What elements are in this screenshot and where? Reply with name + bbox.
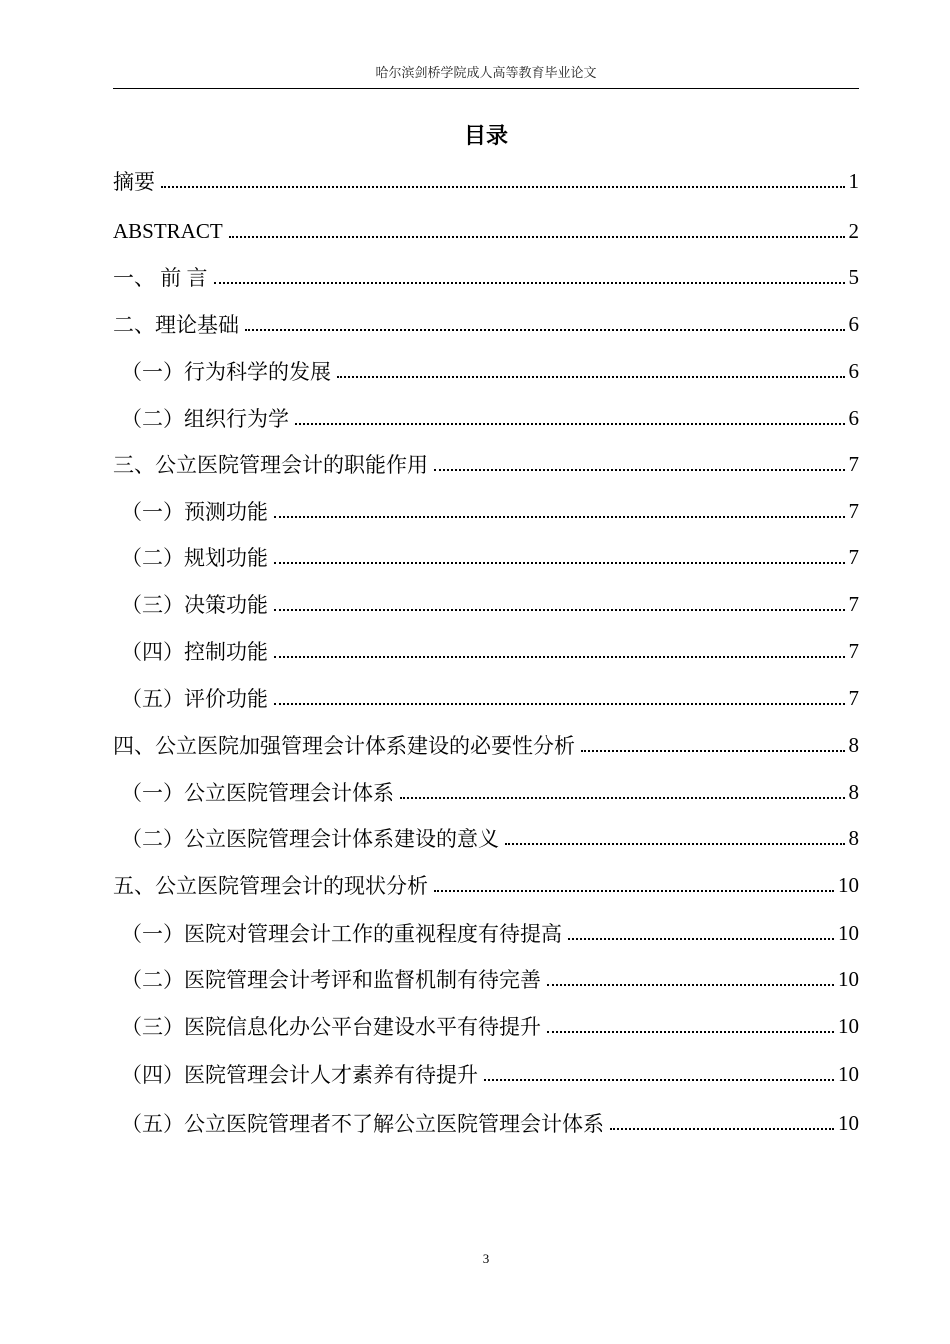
toc-entry-page: 5 xyxy=(848,264,859,289)
toc-entry-page: 7 xyxy=(848,685,859,710)
toc-dot-leader xyxy=(274,562,845,564)
toc-dot-leader xyxy=(484,1079,834,1081)
toc-entry-page: 8 xyxy=(848,779,859,804)
toc-dot-leader xyxy=(547,984,834,986)
toc-entry-label: （一）预测功能 xyxy=(121,500,268,524)
toc-entry-label: （一）公立医院管理会计体系 xyxy=(121,781,394,805)
toc-entry[interactable] xyxy=(113,682,859,714)
toc-entry-label: 二、理论基础 xyxy=(113,313,239,337)
toc-entry-page: 10 xyxy=(838,920,859,945)
toc-entry-label: （二）医院管理会计考评和监督机制有待完善 xyxy=(121,968,541,992)
toc-entry[interactable] xyxy=(113,261,859,293)
toc-entry-page: 7 xyxy=(848,451,859,476)
toc-entry-page: 8 xyxy=(848,825,859,850)
toc-entry-label: 一、 前 言 xyxy=(113,266,208,290)
toc-entry-page: 10 xyxy=(838,1110,859,1135)
toc-entry-page: 10 xyxy=(838,1013,859,1038)
toc-title: 目录 xyxy=(463,124,508,149)
toc-entry-page: 7 xyxy=(848,498,859,523)
toc-dot-leader xyxy=(547,1031,834,1033)
toc-entry[interactable] xyxy=(113,635,859,667)
toc-entry-label: （五）评价功能 xyxy=(121,687,268,711)
toc-dot-leader xyxy=(337,376,845,378)
toc-dot-leader xyxy=(274,516,845,518)
toc-entry-label: 四、公立医院加强管理会计体系建设的必要性分析 xyxy=(113,734,575,758)
toc-dot-leader xyxy=(274,703,845,705)
toc-entry[interactable] xyxy=(113,1107,859,1139)
toc-entry[interactable] xyxy=(113,448,859,480)
toc-entry-page: 10 xyxy=(838,872,859,897)
toc-dot-leader xyxy=(229,236,845,238)
toc-entry-label: 三、公立医院管理会计的职能作用 xyxy=(113,453,428,477)
toc-dot-leader xyxy=(274,609,845,611)
toc-dot-leader xyxy=(568,938,834,940)
header-divider xyxy=(113,88,859,89)
toc-entry-label: （三）医院信息化办公平台建设水平有待提升 xyxy=(121,1015,541,1039)
toc-dot-leader xyxy=(161,186,845,188)
toc-dot-leader xyxy=(274,656,845,658)
toc-entry-label: （二）公立医院管理会计体系建设的意义 xyxy=(121,827,499,851)
toc-entry[interactable] xyxy=(113,729,859,761)
toc-entry[interactable] xyxy=(113,822,859,854)
toc-entry[interactable] xyxy=(113,776,859,808)
toc-entry[interactable] xyxy=(113,869,859,901)
toc-entry-page: 6 xyxy=(848,358,859,383)
toc-entry-page: 8 xyxy=(848,732,859,757)
toc-entry-page: 7 xyxy=(848,591,859,616)
toc-dot-leader xyxy=(245,329,845,331)
toc-entry[interactable] xyxy=(113,541,859,573)
toc-entry-label: ABSTRACT xyxy=(113,218,223,243)
toc-entry-page: 6 xyxy=(848,405,859,430)
toc-entry-label: 五、公立医院管理会计的现状分析 xyxy=(113,874,428,898)
toc-entry[interactable] xyxy=(113,165,859,197)
toc-entry-page: 10 xyxy=(838,966,859,991)
toc-dot-leader xyxy=(610,1128,834,1130)
toc-entry[interactable] xyxy=(113,1058,859,1090)
toc-entry-label: 摘要 xyxy=(113,170,155,194)
toc-dot-leader xyxy=(214,282,845,284)
toc-dot-leader xyxy=(400,797,845,799)
toc-entry-label: （一）行为科学的发展 xyxy=(121,360,331,384)
toc-entry[interactable] xyxy=(113,963,859,995)
toc-entry-page: 7 xyxy=(848,544,859,569)
toc-entry[interactable] xyxy=(113,1010,859,1042)
toc-entry-label: （四）医院管理会计人才素养有待提升 xyxy=(121,1063,478,1087)
toc-entry[interactable] xyxy=(113,215,859,247)
toc-dot-leader xyxy=(434,469,845,471)
toc-entry-page: 10 xyxy=(838,1061,859,1086)
toc-dot-leader xyxy=(295,423,845,425)
toc-dot-leader xyxy=(434,890,834,892)
toc-entry-label: （三）决策功能 xyxy=(121,593,268,617)
toc-entry-page: 2 xyxy=(848,218,859,243)
toc-dot-leader xyxy=(505,843,845,845)
toc-entry-label: （二）组织行为学 xyxy=(121,407,289,431)
toc-entry[interactable] xyxy=(113,917,859,949)
toc-entry-page: 1 xyxy=(848,168,859,193)
toc-entry[interactable] xyxy=(113,588,859,620)
toc-entry-label: （一）医院对管理会计工作的重视程度有待提高 xyxy=(121,922,562,946)
toc-entry[interactable] xyxy=(113,355,859,387)
toc-dot-leader xyxy=(581,750,845,752)
page-number: 3 xyxy=(482,1251,490,1266)
toc-entry[interactable] xyxy=(113,402,859,434)
toc-entry[interactable] xyxy=(113,495,859,527)
toc-entry[interactable] xyxy=(113,308,859,340)
toc-entry-label: （四）控制功能 xyxy=(121,640,268,664)
toc-entry-page: 7 xyxy=(848,638,859,663)
toc-entry-label: （五）公立医院管理者不了解公立医院管理会计体系 xyxy=(121,1112,604,1136)
toc-entry-label: （二）规划功能 xyxy=(121,546,268,570)
running-header: 哈尔滨剑桥学院成人高等教育毕业论文 xyxy=(375,65,597,80)
toc-entry-page: 6 xyxy=(848,311,859,336)
